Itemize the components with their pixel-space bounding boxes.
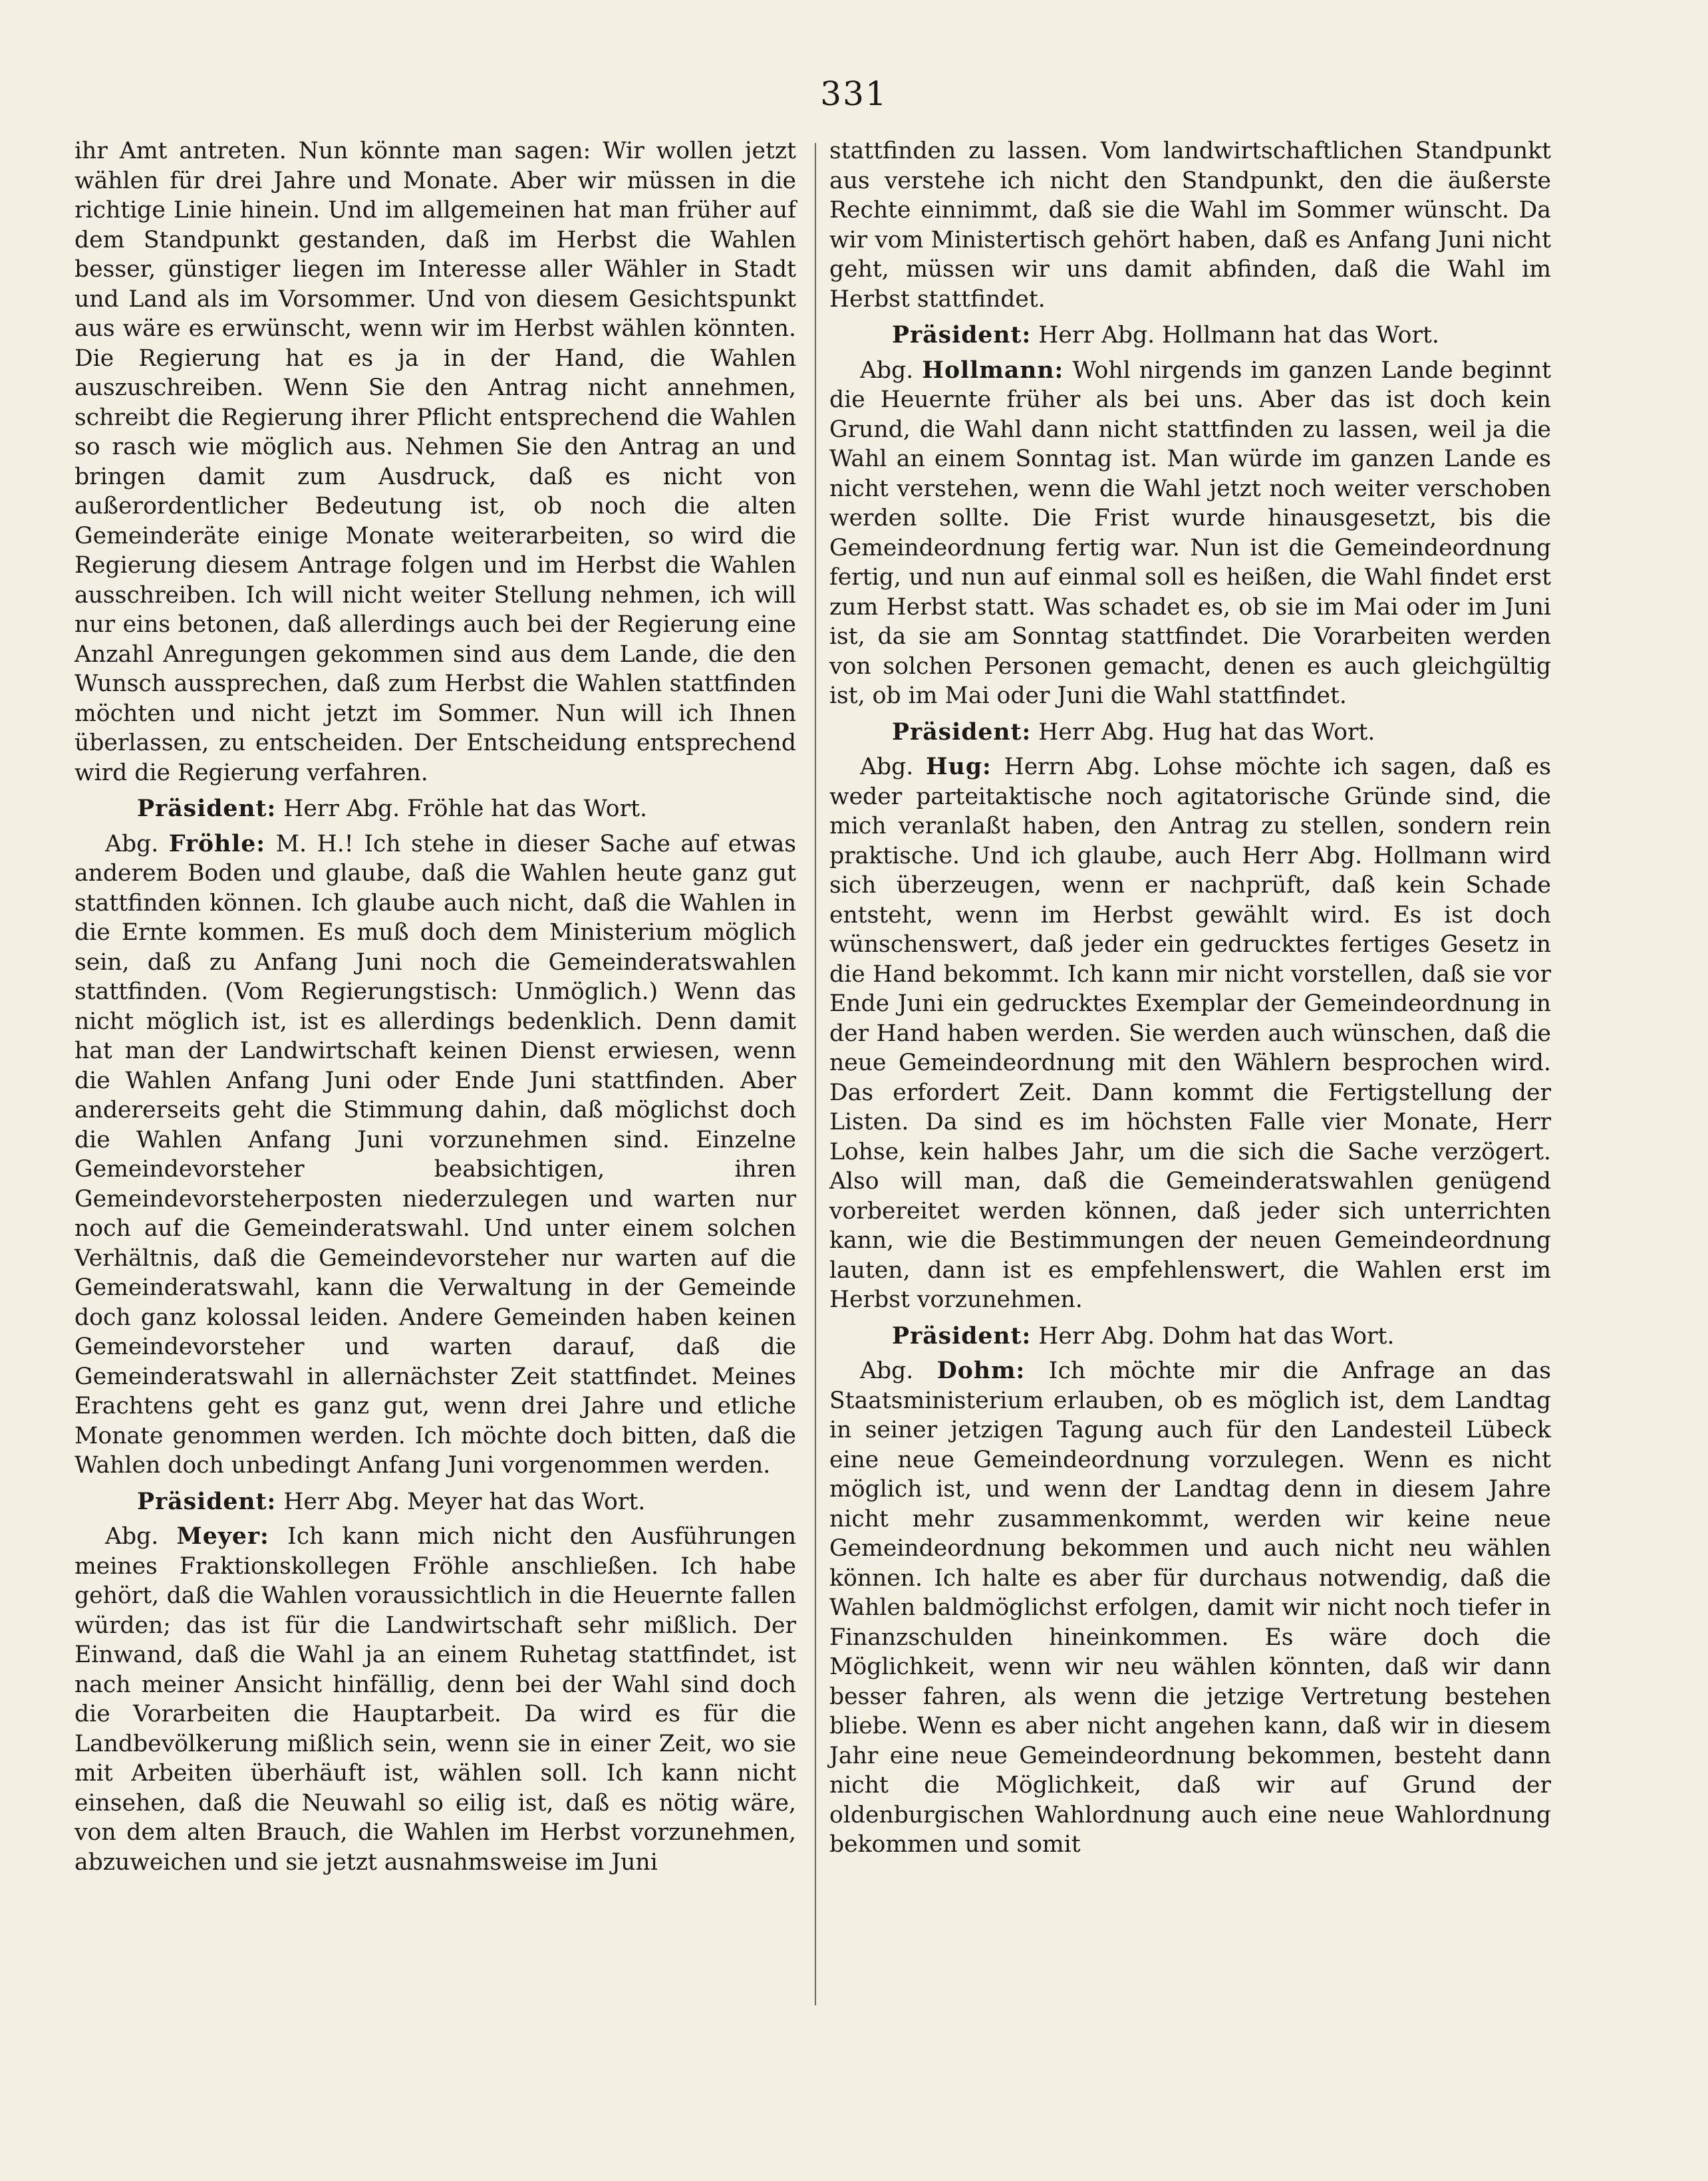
speech-text: Ich möchte mir die Anfrage an das Staatsministerium erlauben, ob es möglich ist, dem Landtag in seiner jetzigen Tagung auch für den Landesteil Lübeck eine neue Gemeindeordnung vorzulegen. Wenn es nicht möglich ist, und wenn der Landtag denn in diesem Jahre nicht mehr zusammenkommt, werden wir keine neue Gemeindeordnung bekommen und auch nicht neu wählen können. Ich halte es aber für durchaus notwendig, daß die Wahlen baldmöglichst erfolgen, damit wir nicht noch tiefer in Finanzschulden hineinkommen. Es wäre doch die Möglichkeit, wenn wir neu wählen könnten, daß wir dann besser fahren, als wenn die jetzige Vertretung bestehen bliebe. Wenn es aber nicht angehen kann, daß wir in diesem Jahr eine neue Gemeindeordnung bekommen, besteht dann nicht die Möglichkeit, daß wir auf Grund der oldenburgischen Wahlordnung auch eine neue Wahlordnung bekommen und somit [829, 1358, 1551, 1858]
speaker-label: Präsident: [892, 718, 1032, 746]
column-divider [815, 143, 816, 2005]
speaker-text: Herr Abg. Meyer hat das Wort. [276, 1488, 646, 1515]
speaker-label: Präsident: [137, 1488, 277, 1515]
speaker-label: Präsident: [137, 796, 277, 822]
speaker-label: Präsident: [892, 1322, 1032, 1350]
speaker-name: Fröhle: [168, 830, 266, 857]
speaker-name: Dohm: [936, 1358, 1026, 1384]
speaker-line [829, 718, 1551, 748]
left-column [74, 136, 796, 1880]
paragraph: ihr Amt antreten. Nun könnte man sagen: Wir wollen jetzt wählen für drei Jahre und Monate. Aber wir müssen in die richtige Linie hinein. Und im allgemeinen hat man früher auf dem Standpunkt gestanden, daß im Herbst die Wahlen besser, günstiger liegen im Interesse aller Wähler in Stadt und Land als im Vorsommer. Und von diesem Gesichtspunkt aus wäre es erwünscht, wenn wir im Herbst wählen könnten. Die Regierung hat es ja in der Hand, die Wahlen auszuschreiben. Wenn Sie den Antrag nicht annehmen, schreibt die Regierung ihrer Pflicht entsprechend die Wahlen so rasch wie möglich aus. Nehmen Sie den Antrag an und bringen damit zum Ausdruck, daß es nicht von außerordentlicher Bedeutung ist, ob noch die alten Gemeinderäte einige Monate weiterarbeiten, so wird die Regierung diesem Antrage folgen und im Herbst die Wahlen ausschreiben. Ich will nicht weiter Stellung nehmen, ich will nur eins betonen, daß allerdings auch bei der Regierung eine Anzahl Anregungen gekommen sind aus dem Lande, die den Wunsch aussprechen, daß zum Herbst die Wahlen stattfinden möchten und nicht jetzt im Sommer. Nun will ich Ihnen überlassen, zu entscheiden. Der Entscheidung entsprechend wird die Regierung verfahren. [74, 138, 796, 786]
paragraph: stattfinden zu lassen. Vom landwirtschaftlichen Standpunkt aus verstehe ich nicht den Standpunkt, den die äußerste Rechte einnimmt, daß sie die Wahl im Sommer wünscht. Da wir vom Ministertisch gehört haben, daß es Anfang Juni nicht geht, müssen wir uns damit abfinden, daß die Wahl im Herbst stattfindet. [829, 138, 1551, 313]
speech-prefix: Abg. [860, 754, 926, 780]
speech-paragraph [74, 829, 796, 1481]
speech-prefix: Abg. [860, 357, 923, 384]
speaker-text: Herr Abg. Fröhle hat das Wort. [276, 796, 647, 822]
right-column [829, 136, 1551, 1862]
speech-prefix: Abg. [105, 1523, 177, 1550]
speaker-line [74, 794, 796, 824]
speech-text: Ich kann mich nicht den Ausführungen meines Fraktionskollegen Fröhle anschließen. Ich habe gehört, daß die Wahlen voraussichtlich in die Heuernte fallen würden; das ist für die Landwirtschaft sehr mißlich. Der Einwand, daß die Wahl ja an einem Ruhetag stattfindet, ist nach meiner Ansicht hinfällig, denn bei der Wahl sind doch die Vorarbeiten die Hauptarbeit. Da wird es für die Landbevölkerung mißlich sein, wenn sie in einer Zeit, wo sie mit Arbeiten überhäuft ist, wählen soll. Ich kann nicht einsehen, daß die Neuwahl so eilig ist, daß es nötig wäre, von dem alten Brauch, die Wahlen im Herbst vorzunehmen, abzuweichen und sie jetzt ausnahmsweise im Juni [74, 1523, 796, 1876]
speech-text: Wohl nirgends im ganzen Lande beginnt die Heuernte früher als bei uns. Aber das ist doch kein Grund, die Wahl dann nicht stattfinden zu lassen, weil ja die Wahl an einem Sonntag ist. Man würde im ganzen Lande es nicht verstehen, wenn die Wahl jetzt noch weiter verschoben werden sollte. Die Frist wurde hinausgesetzt, bis die Gemeindeordnung fertig war. Nun ist die Gemeindeordnung fertig, und nun auf einmal soll es heißen, die Wahl findet erst zum Herbst statt. Was schadet es, ob sie im Mai oder im Juni ist, da sie am Sonntag stattfindet. Die Vorarbeiten werden von solchen Personen gemacht, denen es auch gleichgültig ist, ob im Mai oder Juni die Wahl stattfindet. [829, 357, 1551, 709]
speaker-text: Herr Abg. Hollmann hat das Wort. [1031, 322, 1439, 349]
speaker-name: Hollmann: [922, 357, 1064, 384]
speaker-name: Meyer: [176, 1523, 269, 1550]
speech-paragraph [829, 356, 1551, 711]
speaker-line [74, 1487, 796, 1517]
speech-prefix: Abg. [105, 830, 169, 857]
speech-paragraph [829, 752, 1551, 1315]
speaker-line [829, 1322, 1551, 1352]
speech-text: Herrn Abg. Lohse möchte ich sagen, daß es weder parteitaktische noch agitatorische Gründe sind, die mich veranlaßt haben, den Antrag zu stellen, sondern rein praktische. Und ich glaube, auch Herr Abg. Hollmann wird sich überzeugen, wenn er nachprüft, daß kein Schade entsteht, wenn im Herbst gewählt wird. Es ist doch wünschenswert, daß jeder ein gedrucktes fertiges Gesetz in die Hand bekommt. Ich kann mir nicht vorstellen, daß sie vor Ende Juni ein gedrucktes Exemplar der Gemeindeordnung in der Hand haben werden. Sie werden auch wünschen, daß die neue Gemeindeordnung mit den Wählern besprochen wird. Das erfordert Zeit. Dann kommt die Fertigstellung der Listen. Da sind es im höchsten Falle vier Monate, Herr Lohse, kein halbes Jahr, um die sich die Sache verzögert. Also will man, daß die Gemeinderatswahlen genügend vorbereitet werden können, daß jeder sich unterrichten kann, wie die Bestimmungen der neuen Gemeindeordnung lauten, dann ist es empfehlenswert, die Wahlen erst im Herbst vorzunehmen. [829, 754, 1551, 1313]
speech-text: M. H.! Ich stehe in dieser Sache auf etwas anderem Boden und glaube, daß die Wahlen heute ganz gut stattfinden können. Ich glaube auch nicht, daß die Wahlen in die Ernte kommen. Es muß doch dem Ministerium möglich sein, daß zu Anfang Juni noch die Gemeinderatswahlen stattfinden. (Vom Regierungstisch: Unmöglich.) Wenn das nicht möglich ist, ist es allerdings bedenklich. Denn damit hat man der Landwirtschaft keinen Dienst erwiesen, wenn die Wahlen Anfang Juni oder Ende Juni stattfinden. Aber andererseits geht die Stimmung dahin, daß möglichst doch die Wahlen Anfang Juni vorzunehmen sind. Einzelne Gemeindevorsteher beabsichtigen, ihren Gemeindevorsteherposten niederzulegen und warten nur noch auf die Gemeinderatswahl. Und unter einem solchen Verhältnis, daß die Gemeindevorsteher nur warten auf die Gemeinderatswahl, kann die Verwaltung in der Gemeinde doch ganz kolossal leiden. Andere Gemeinden haben keinen Gemeindevorsteher und warten darauf, daß die Gemeinderatswahl in allernächster Zeit stattfindet. Meines Erachtens geht es ganz gut, wenn drei Jahre und etliche Monate genommen werden. Ich möchte doch bitten, daß die Wahlen doch unbedingt Anfang Juni vorgenommen werden. [74, 830, 796, 1479]
speaker-name: Hug: [926, 754, 992, 780]
speech-paragraph [74, 1522, 796, 1877]
page-number: 331 [820, 74, 888, 113]
speaker-line [829, 321, 1551, 351]
speaker-label: Präsident: [892, 322, 1032, 349]
speaker-text: Herr Abg. Dohm hat das Wort. [1031, 1322, 1395, 1350]
speaker-text: Herr Abg. Hug hat das Wort. [1031, 718, 1375, 746]
speech-prefix: Abg. [860, 1358, 937, 1384]
speech-paragraph [829, 1356, 1551, 1860]
